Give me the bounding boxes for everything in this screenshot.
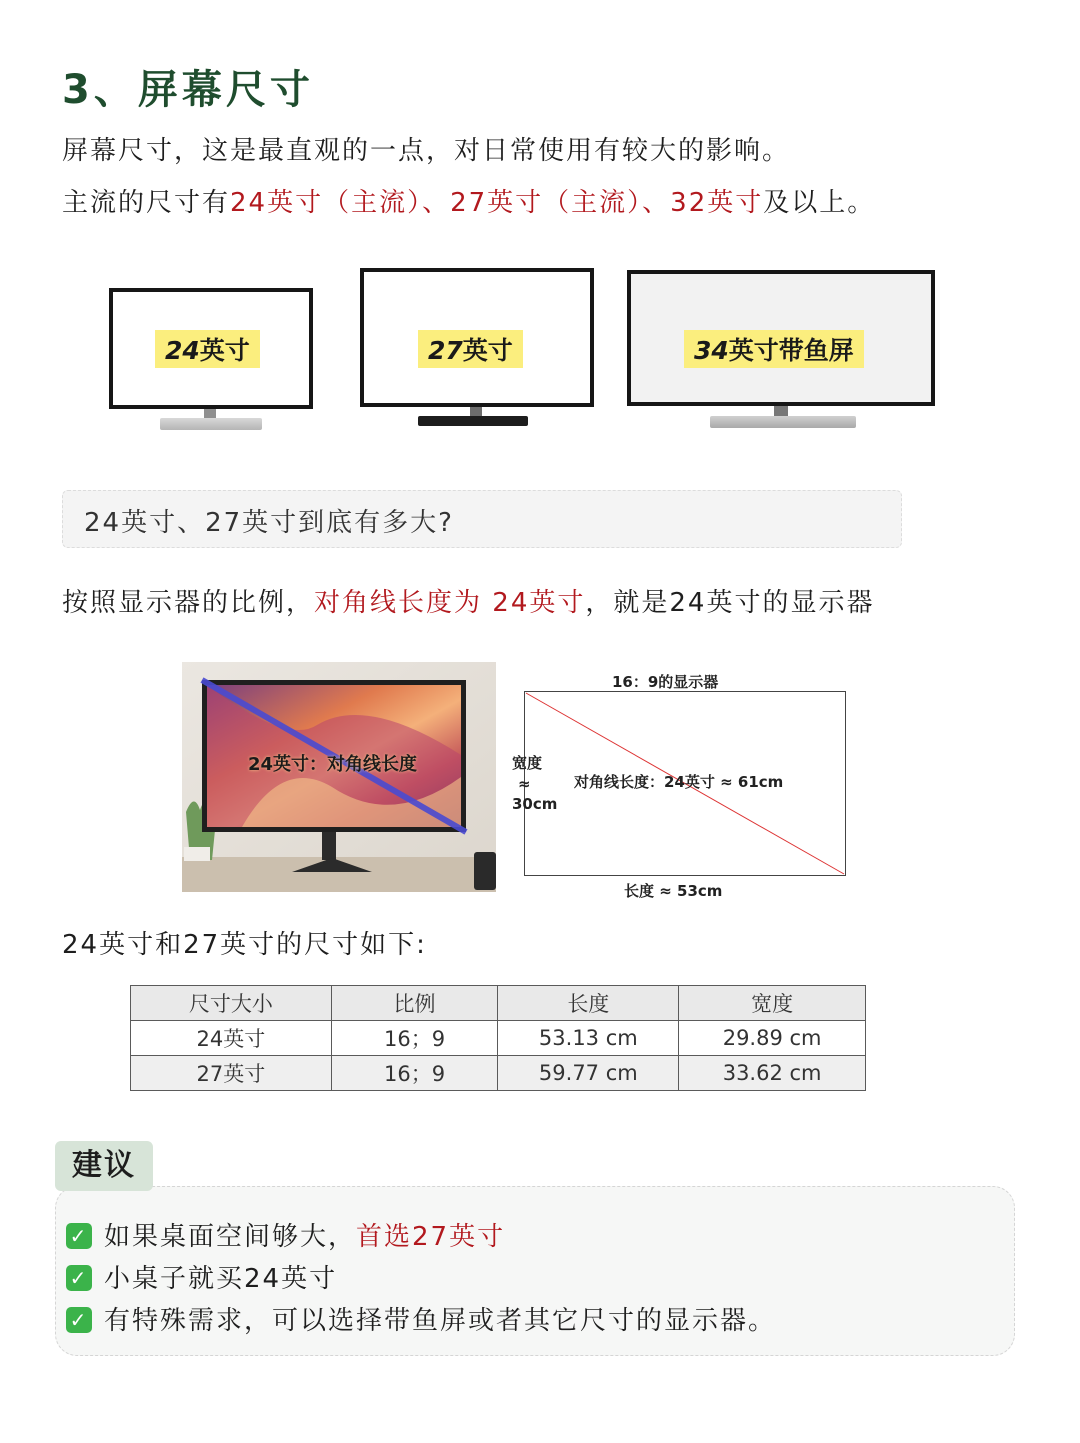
suggestion-item-2	[66, 1258, 337, 1295]
diagram-diagonal-label: 对角线长度：24英寸 ≈ 61cm	[574, 773, 784, 791]
monitor-24-label: 24英寸	[155, 330, 260, 368]
diagram-length-label: 长度 ≈ 53cm	[624, 882, 723, 900]
table-header: 尺寸大小	[131, 986, 332, 1021]
table-header: 比例	[331, 986, 498, 1021]
diagram-width-label-1: 宽度	[512, 754, 543, 772]
table-cell: 33.62 cm	[679, 1056, 866, 1091]
table-cell: 16；9	[331, 1021, 498, 1056]
suggestion-tag: 建议	[55, 1141, 153, 1191]
table-cell: 53.13 cm	[498, 1021, 679, 1056]
explain-suffix: ，就是24英寸的显示器	[585, 588, 875, 618]
intro-line-2-suffix: 及以上。	[763, 188, 876, 218]
diagram-width-label-2: ≈	[518, 775, 531, 793]
photo-diagonal-label: 24英寸：对角线长度	[248, 754, 418, 775]
monitor-34-base	[710, 416, 856, 428]
table-cell: 59.77 cm	[498, 1056, 679, 1091]
question-text: 24英寸、27英寸到底有多大?	[84, 508, 454, 538]
intro-line-1: 屏幕尺寸，这是最直观的一点，对日常使用有较大的影响。	[62, 136, 791, 166]
check-icon: ✓	[66, 1223, 92, 1249]
intro-line-2-prefix: 主流的尺寸有	[62, 188, 231, 218]
check-icon: ✓	[66, 1265, 92, 1291]
monitor-photo	[182, 662, 496, 892]
suggestion-item-2-text: 小桌子就买24英寸	[104, 1264, 338, 1294]
suggestion-item-3	[66, 1300, 776, 1337]
table-header: 长度	[498, 986, 679, 1021]
explain-prefix: 按照显示器的比例，	[62, 588, 315, 618]
table-header: 宽度	[679, 986, 866, 1021]
monitor-photo-illustration	[182, 662, 496, 892]
monitor-24-base	[160, 418, 262, 430]
explain-line	[62, 588, 874, 619]
check-icon: ✓	[66, 1307, 92, 1333]
page-title: 3、屏幕尺寸	[62, 67, 314, 113]
table-cell: 27英寸	[131, 1056, 332, 1091]
suggestion-item-1-highlight: 首选27英寸	[356, 1222, 506, 1252]
explain-highlight: 对角线长度为 24英寸	[314, 588, 586, 618]
diagram-title: 16：9的显示器	[612, 673, 719, 691]
monitor-34-label: 34英寸带鱼屏	[684, 330, 864, 368]
table-cell: 16；9	[331, 1056, 498, 1091]
intro-line-2-highlight: 24英寸（主流）、27英寸（主流）、32英寸	[230, 188, 764, 218]
suggestion-item-1	[66, 1216, 505, 1253]
table-row	[131, 1021, 866, 1056]
size-table	[130, 985, 866, 1091]
monitor-27-label: 27英寸	[418, 330, 523, 368]
table-header-row	[131, 986, 866, 1021]
table-cell: 24英寸	[131, 1021, 332, 1056]
table-row	[131, 1056, 866, 1091]
diagram-width-label-3: 30cm	[512, 795, 558, 813]
suggestion-item-3-text: 有特殊需求，可以选择带鱼屏或者其它尺寸的显示器。	[104, 1306, 777, 1336]
table-cell: 29.89 cm	[679, 1021, 866, 1056]
table-intro: 24英寸和27英寸的尺寸如下:	[62, 930, 427, 960]
intro-line-2	[62, 188, 875, 219]
suggestion-item-1-text: 如果桌面空间够大，	[104, 1222, 357, 1252]
monitor-27-base	[418, 416, 528, 426]
